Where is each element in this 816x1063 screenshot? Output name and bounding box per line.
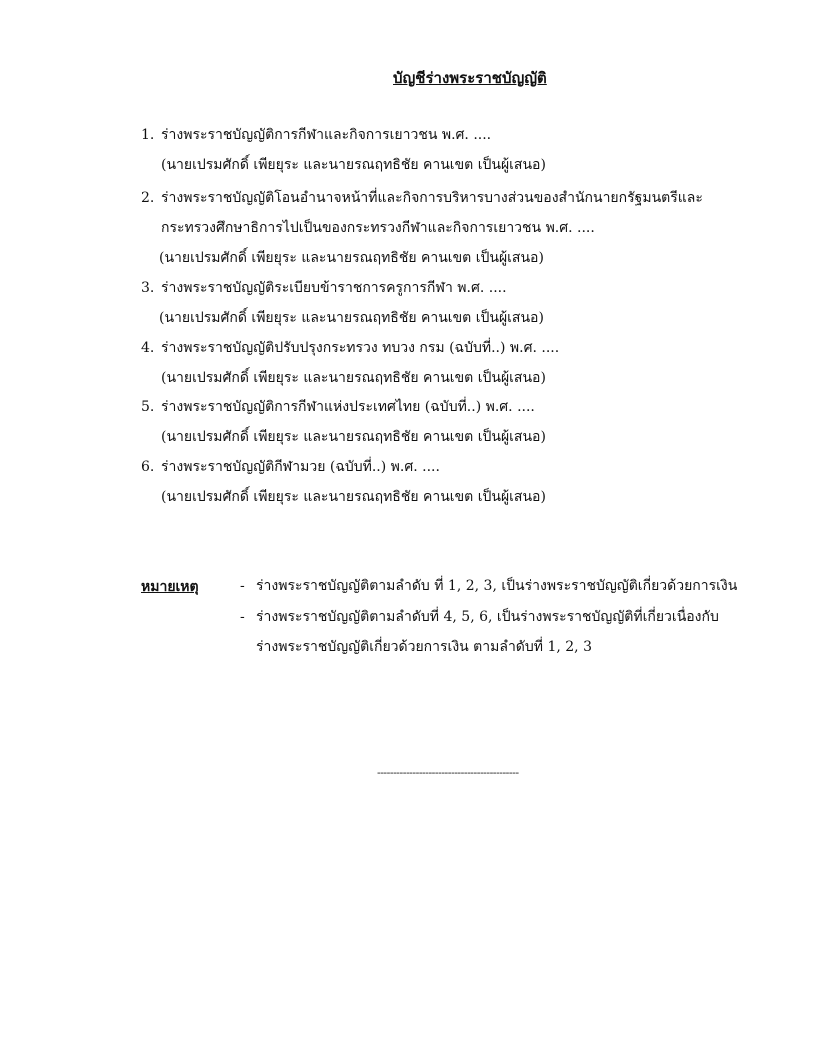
remark-entry-1 bbox=[240, 576, 737, 596]
remark-text: ร่างพระราชบัญญัติตามลำดับ ที่ 1, 2, 3, เป็นร่างพระราชบัญญัติเกี่ยวด้วยการเงิน bbox=[256, 578, 738, 594]
remark-text-continued: ร่างพระราชบัญญัติเกี่ยวด้วยการเงิน ตามลำดับที่ 1, 2, 3 bbox=[256, 639, 592, 655]
bill-title: ร่างพระราชบัญญัติปรับปรุงกระทรวง ทบวง กรม (ฉบับที่..) พ.ศ. .... bbox=[161, 340, 560, 356]
bill-item-1 bbox=[141, 125, 491, 145]
item-number: 3. bbox=[141, 280, 155, 296]
bill-title: ร่างพระราชบัญญัติการกีฬาแห่งประเทศไทย (ฉบับที่..) พ.ศ. .... bbox=[161, 399, 535, 415]
remark-bullet: - bbox=[240, 578, 245, 594]
bill-proposer-1: (นายเปรมศักดิ์ เพียยุระ และนายรณฤทธิชัย คานเขต เป็นผู้เสนอ) bbox=[161, 157, 546, 173]
bill-title: ร่างพระราชบัญญัติการกีฬาและกิจการเยาวชน พ.ศ. .... bbox=[161, 127, 492, 143]
bill-proposer-6: (นายเปรมศักดิ์ เพียยุระ และนายรณฤทธิชัย คานเขต เป็นผู้เสนอ) bbox=[161, 489, 546, 505]
item-number: 6. bbox=[141, 459, 155, 475]
bill-item-3 bbox=[141, 278, 507, 298]
bill-item-4 bbox=[141, 338, 559, 358]
remarks-label: หมายเหตุ bbox=[141, 579, 199, 595]
document-title: บัญชีร่างพระราชบัญญัติ bbox=[393, 69, 547, 87]
bill-item-2 bbox=[141, 188, 703, 208]
bill-proposer-5: (นายเปรมศักดิ์ เพียยุระ และนายรณฤทธิชัย คานเขต เป็นผู้เสนอ) bbox=[161, 429, 546, 445]
remark-bullet: - bbox=[240, 609, 245, 625]
bill-title: ร่างพระราชบัญญัติกีฬามวย (ฉบับที่..) พ.ศ. .... bbox=[161, 459, 440, 475]
item-number: 2. bbox=[141, 190, 155, 206]
bill-title-continued-2: กระทรวงศึกษาธิการไปเป็นของกระทรวงกีฬาและกิจการเยาวชน พ.ศ. .... bbox=[161, 220, 595, 236]
bill-title: ร่างพระราชบัญญัติโอนอำนาจหน้าที่และกิจการบริหารบางส่วนของสำนักนายกรัฐมนตรีและ bbox=[161, 190, 703, 206]
item-number: 4. bbox=[141, 340, 155, 356]
bill-item-5 bbox=[141, 397, 535, 417]
bill-proposer-2: (นายเปรมศักดิ์ เพียยุระ และนายรณฤทธิชัย คานเขต เป็นผู้เสนอ) bbox=[159, 250, 544, 266]
bill-title: ร่างพระราชบัญญัติระเบียบข้าราชการครูการกีฬา พ.ศ. .... bbox=[161, 280, 507, 296]
item-number: 5. bbox=[141, 399, 155, 415]
remark-entry-2 bbox=[240, 607, 719, 627]
end-of-document-rule: -------------------------------------------- bbox=[377, 766, 519, 779]
bill-proposer-3: (นายเปรมศักดิ์ เพียยุระ และนายรณฤทธิชัย คานเขต เป็นผู้เสนอ) bbox=[159, 310, 544, 326]
bill-proposer-4: (นายเปรมศักดิ์ เพียยุระ และนายรณฤทธิชัย คานเขต เป็นผู้เสนอ) bbox=[161, 370, 546, 386]
remark-text: ร่างพระราชบัญญัติตามลำดับที่ 4, 5, 6, เป็นร่างพระราชบัญญัติที่เกี่ยวเนื่องกับ bbox=[256, 609, 719, 625]
item-number: 1. bbox=[141, 127, 155, 143]
bill-item-6 bbox=[141, 457, 440, 477]
